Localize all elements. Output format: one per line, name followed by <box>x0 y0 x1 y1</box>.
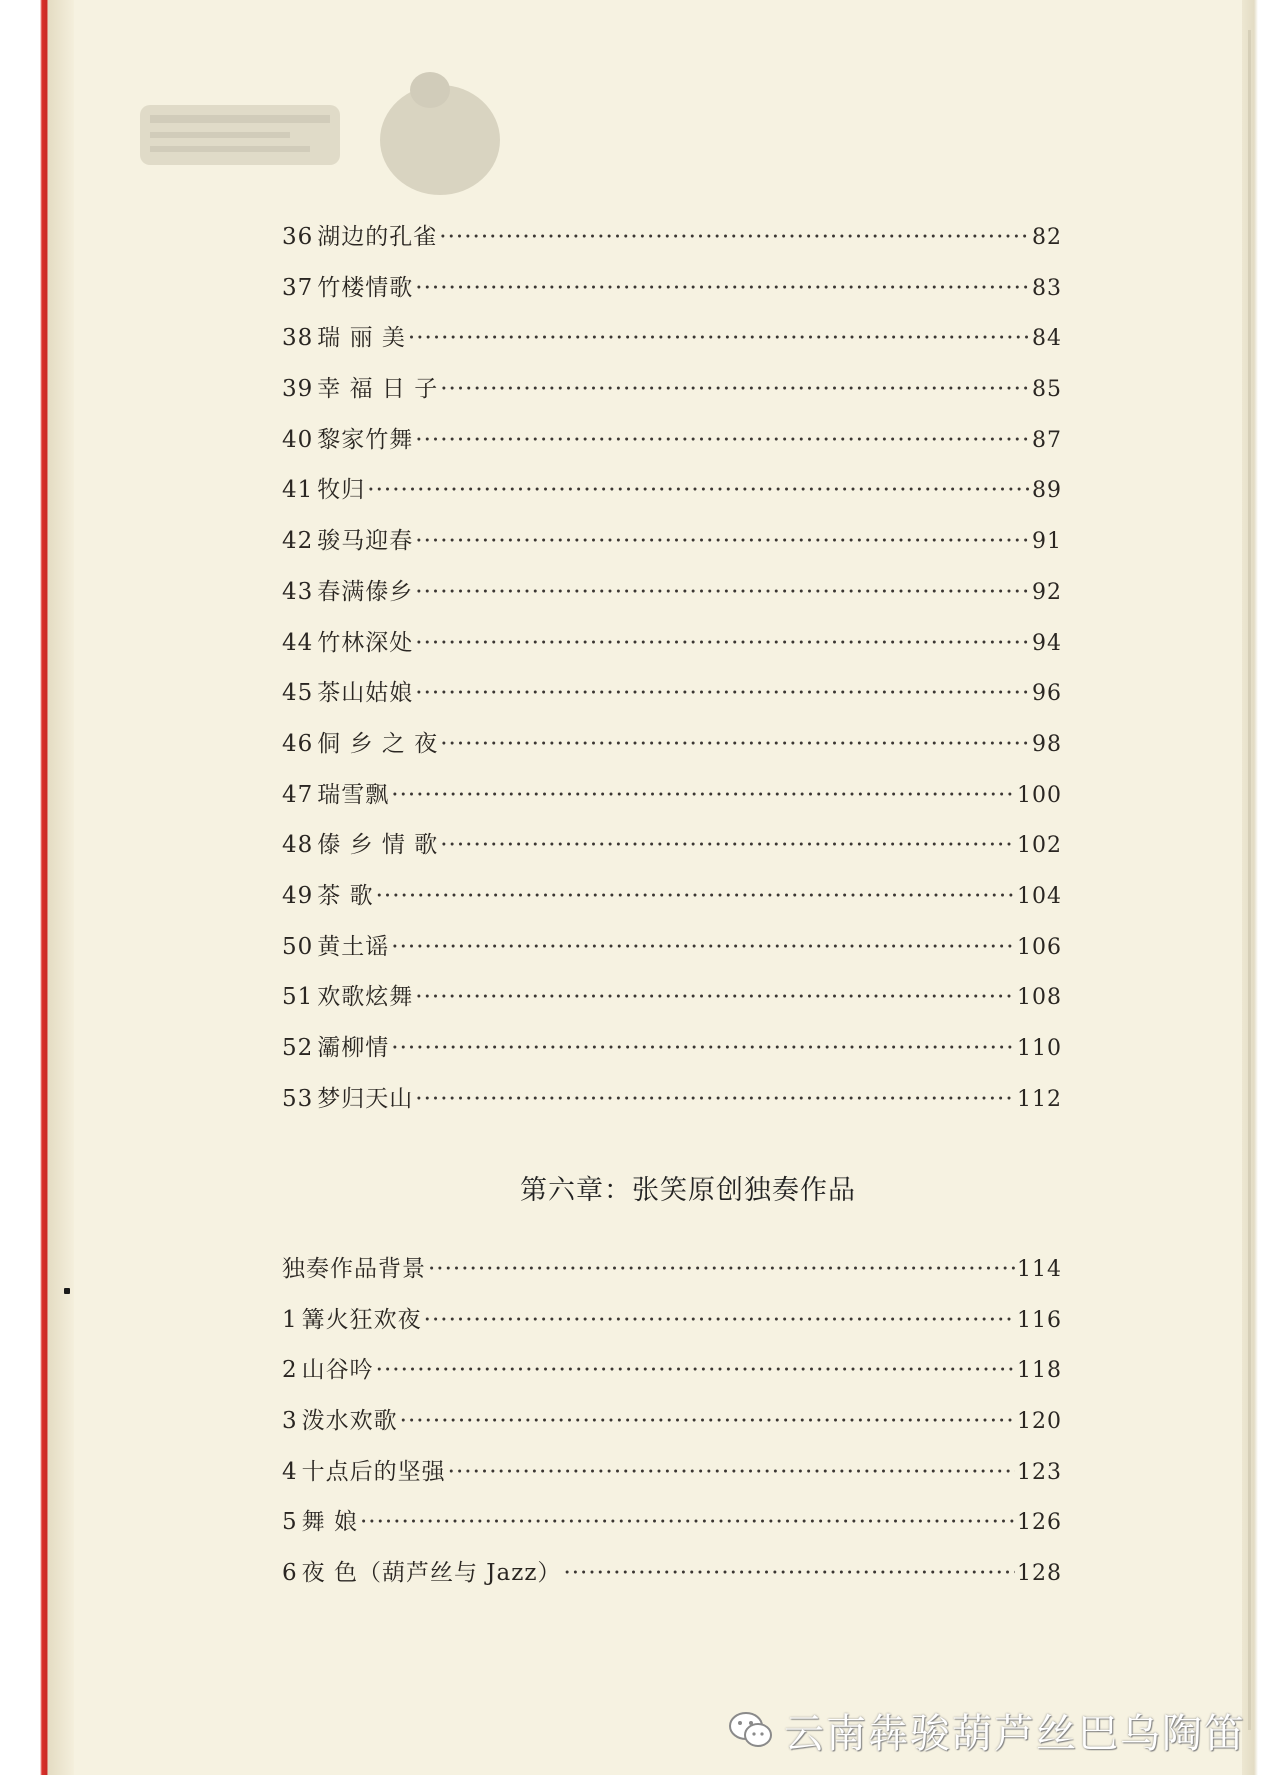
toc-entry <box>282 1254 1062 1305</box>
toc-entry-page: 112 <box>1017 1086 1062 1112</box>
toc-entry-page: 126 <box>1017 1510 1062 1536</box>
toc-entry-number: 43 <box>282 578 314 605</box>
watermark-text: 云南犇骏葫芦丝巴乌陶笛 <box>784 1710 1246 1757</box>
toc-entry-title: 十点后的坚强 <box>301 1458 446 1485</box>
toc-entry <box>282 982 1062 1033</box>
toc-entry <box>282 475 1062 526</box>
toc-entry-page: 82 <box>1032 225 1062 250</box>
wechat-icon <box>728 1711 774 1749</box>
toc-entry-title: 独奏作品背景 <box>282 1256 426 1282</box>
toc-entry-page: 94 <box>1032 630 1062 656</box>
toc-leader-dots <box>376 1355 1015 1385</box>
toc-entry-page: 102 <box>1017 833 1062 859</box>
toc-entry-title: 竹楼情歌 <box>317 274 414 301</box>
toc-entry-number: 51 <box>282 984 314 1011</box>
toc-entry <box>282 222 1062 273</box>
toc-entry <box>282 678 1062 729</box>
toc-leader-dots <box>415 526 1030 556</box>
wechat-watermark <box>728 1706 1246 1757</box>
toc-entry-number: 4 <box>282 1458 298 1485</box>
toc-leader-dots <box>415 1084 1015 1114</box>
toc-entry-title: 幸 福 日 子 <box>317 376 439 403</box>
toc-entry <box>282 780 1062 831</box>
toc-leader-dots <box>415 628 1030 658</box>
toc-entry-number: 47 <box>282 781 314 808</box>
scan-speck <box>64 1288 70 1294</box>
toc-entry-page: 98 <box>1032 731 1062 757</box>
toc-entry-title: 侗 乡 之 夜 <box>317 730 439 757</box>
toc-entry-title: 灞柳情 <box>317 1035 390 1061</box>
chapter-heading <box>0 1168 1280 1207</box>
book-cover-edge <box>0 0 48 1775</box>
toc-leader-dots <box>439 222 1030 252</box>
toc-section-main <box>282 222 1062 1134</box>
toc-entry <box>282 729 1062 780</box>
toc-entry-number: 53 <box>282 1085 314 1112</box>
toc-entry-title: 牧归 <box>317 477 366 504</box>
page-stack-line <box>1248 30 1251 1730</box>
toc-entry-page: 110 <box>1017 1036 1062 1061</box>
toc-entry <box>282 628 1062 679</box>
toc-leader-dots <box>563 1558 1015 1588</box>
toc-entry <box>282 1558 1062 1609</box>
toc-entry-number: 5 <box>282 1509 298 1536</box>
toc-entry-title: 舞 娘 <box>301 1509 358 1536</box>
toc-leader-dots <box>376 881 1015 911</box>
toc-entry-title: 黎家竹舞 <box>317 426 414 453</box>
toc-entry-title: 春满傣乡 <box>317 578 414 605</box>
toc-entry-number: 6 <box>282 1560 298 1587</box>
toc-entry-page: 83 <box>1032 275 1062 301</box>
toc-entry-number: 36 <box>282 224 314 250</box>
toc-entry-number: 2 <box>282 1357 298 1384</box>
toc-leader-dots <box>360 1507 1015 1537</box>
toc-entry-number: 3 <box>282 1408 298 1435</box>
toc-entry <box>282 526 1062 577</box>
toc-entry-title: 黄土谣 <box>317 933 390 960</box>
toc-leader-dots <box>440 830 1015 860</box>
toc-leader-dots <box>440 729 1030 759</box>
toc-entry-number: 45 <box>282 680 314 707</box>
toc-leader-dots <box>391 780 1015 810</box>
toc-entry-page: 108 <box>1017 985 1062 1011</box>
toc-entry-number: 39 <box>282 376 314 403</box>
toc-entry-page: 87 <box>1032 427 1062 453</box>
toc-entry-page: 104 <box>1017 883 1062 909</box>
toc-entry <box>282 425 1062 476</box>
toc-entry-page: 92 <box>1032 579 1062 605</box>
toc-entry-page: 89 <box>1032 478 1062 504</box>
toc-entry-number: 1 <box>282 1306 298 1333</box>
toc-entry-number: 37 <box>282 274 314 301</box>
toc-entry-page: 100 <box>1017 782 1062 808</box>
toc-leader-dots <box>415 273 1030 303</box>
toc-entry-title: 夜 色（葫芦丝与 Jazz） <box>301 1560 562 1587</box>
toc-leader-dots <box>415 982 1015 1012</box>
toc-entry <box>282 881 1062 932</box>
faded-header-illustration <box>140 60 520 200</box>
toc-entry-page: 91 <box>1032 529 1062 555</box>
page-gutter-shadow <box>48 0 74 1775</box>
toc-entry-title: 瑞 丽 美 <box>317 325 406 352</box>
toc-entry-number: 50 <box>282 933 314 960</box>
toc-entry-number: 40 <box>282 426 314 453</box>
toc-entry <box>282 273 1062 324</box>
toc-entry-number: 46 <box>282 730 314 757</box>
toc-leader-dots <box>415 678 1030 708</box>
toc-entry-number: 42 <box>282 528 314 555</box>
toc-entry-page: 116 <box>1017 1307 1062 1333</box>
toc-section-chapter6 <box>282 1254 1062 1609</box>
toc-entry-title: 泼水欢歌 <box>301 1408 398 1435</box>
chapter-title: 张笑原创独奏作品 <box>632 1175 856 1206</box>
toc-entry-title: 篝火狂欢夜 <box>301 1306 422 1333</box>
toc-entry <box>282 1355 1062 1406</box>
toc-entry <box>282 1406 1062 1457</box>
toc-entry-title: 山谷吟 <box>301 1357 374 1384</box>
chapter-prefix: 第六章： <box>520 1175 632 1206</box>
toc-entry-title: 欢歌炫舞 <box>317 984 414 1011</box>
toc-entry <box>282 830 1062 881</box>
toc-leader-dots <box>400 1406 1015 1436</box>
toc-entry-page: 96 <box>1032 681 1062 707</box>
toc-entry <box>282 1457 1062 1508</box>
toc-entry <box>282 374 1062 425</box>
toc-entry-page: 120 <box>1017 1409 1062 1435</box>
toc-entry-page: 128 <box>1017 1561 1062 1587</box>
toc-leader-dots <box>448 1457 1015 1487</box>
toc-entry <box>282 1033 1062 1084</box>
toc-leader-dots <box>428 1254 1015 1284</box>
toc-entry-page: 114 <box>1017 1257 1062 1282</box>
toc-leader-dots <box>440 374 1030 404</box>
toc-entry-page: 106 <box>1017 934 1062 960</box>
toc-entry-title: 竹林深处 <box>317 629 414 656</box>
toc-leader-dots <box>391 932 1015 962</box>
toc-entry-page: 85 <box>1032 377 1062 403</box>
toc-entry-number: 38 <box>282 325 314 352</box>
toc-entry-number: 41 <box>282 477 314 504</box>
toc-entry-page: 118 <box>1017 1358 1062 1384</box>
toc-leader-dots <box>408 323 1030 353</box>
toc-entry-title: 茶山姑娘 <box>317 680 414 707</box>
toc-entry <box>282 932 1062 983</box>
toc-entry-title: 骏马迎春 <box>317 528 414 555</box>
toc-leader-dots <box>424 1305 1015 1335</box>
toc-entry-number: 49 <box>282 882 314 909</box>
toc-entry <box>282 577 1062 628</box>
toc-entry-page: 84 <box>1032 326 1062 352</box>
toc-entry-page: 123 <box>1017 1459 1062 1485</box>
toc-leader-dots <box>415 425 1030 455</box>
toc-entry <box>282 1084 1062 1135</box>
toc-entry-title: 梦归天山 <box>317 1085 414 1112</box>
toc-entry-number: 48 <box>282 832 314 859</box>
toc-entry <box>282 1305 1062 1356</box>
toc-entry-title: 湖边的孔雀 <box>317 224 438 250</box>
toc-entry-number: 44 <box>282 629 314 656</box>
toc-entry-number: 52 <box>282 1035 314 1061</box>
toc-entry-title: 瑞雪飘 <box>317 781 390 808</box>
toc-leader-dots <box>367 475 1030 505</box>
toc-entry <box>282 1507 1062 1558</box>
toc-leader-dots <box>391 1033 1015 1063</box>
toc-leader-dots <box>415 577 1030 607</box>
toc-entry-title: 茶 歌 <box>317 882 374 909</box>
toc-entry-title: 傣 乡 情 歌 <box>317 832 439 859</box>
toc-entry <box>282 323 1062 374</box>
